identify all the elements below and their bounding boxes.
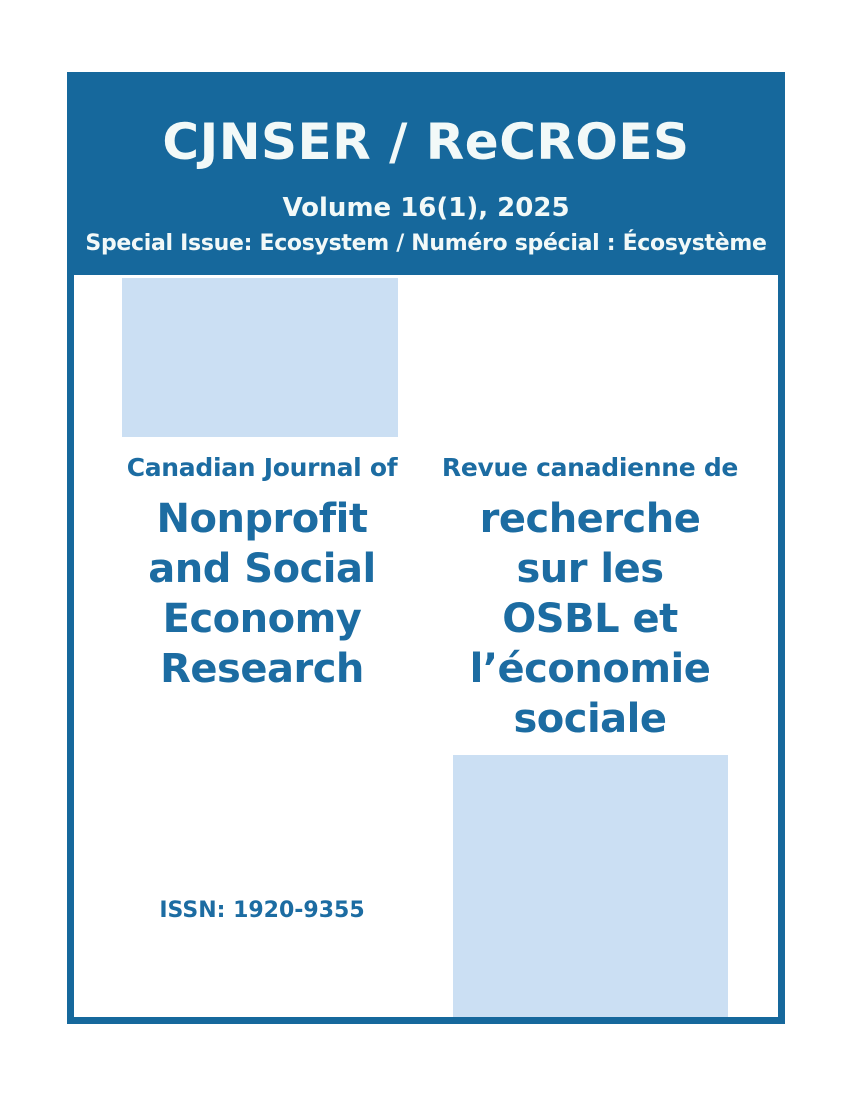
- title-line: Economy: [162, 596, 362, 642]
- journal-title-french-prefix: Revue canadienne de: [441, 453, 739, 482]
- journal-acronym-title: CJNSER / ReCROES: [162, 113, 690, 171]
- title-line: and Social: [148, 546, 376, 592]
- title-line: recherche: [479, 496, 701, 542]
- journal-title-french-main: [435, 494, 745, 744]
- header-band: [74, 72, 778, 275]
- title-line: Nonprofit: [156, 496, 368, 542]
- title-line: l’économie: [469, 646, 711, 692]
- journal-title-english: [107, 450, 417, 694]
- title-line: Research: [160, 646, 364, 692]
- issn-label: ISSN: 1920-9355: [159, 898, 365, 923]
- title-line: sur les: [516, 546, 664, 592]
- title-line: OSBL et: [502, 596, 678, 642]
- bottom-right-image-panel: [453, 755, 728, 1017]
- journal-title-french: [435, 450, 745, 744]
- journal-title-english-main: [107, 494, 417, 694]
- journal-title-english-prefix: Canadian Journal of: [126, 453, 398, 482]
- top-left-image-panel: [122, 278, 398, 437]
- special-issue-line: Special Issue: Ecosystem / Numéro spécial : Écosystème: [85, 231, 767, 256]
- title-line: sociale: [513, 696, 667, 742]
- volume-line: Volume 16(1), 2025: [282, 193, 570, 223]
